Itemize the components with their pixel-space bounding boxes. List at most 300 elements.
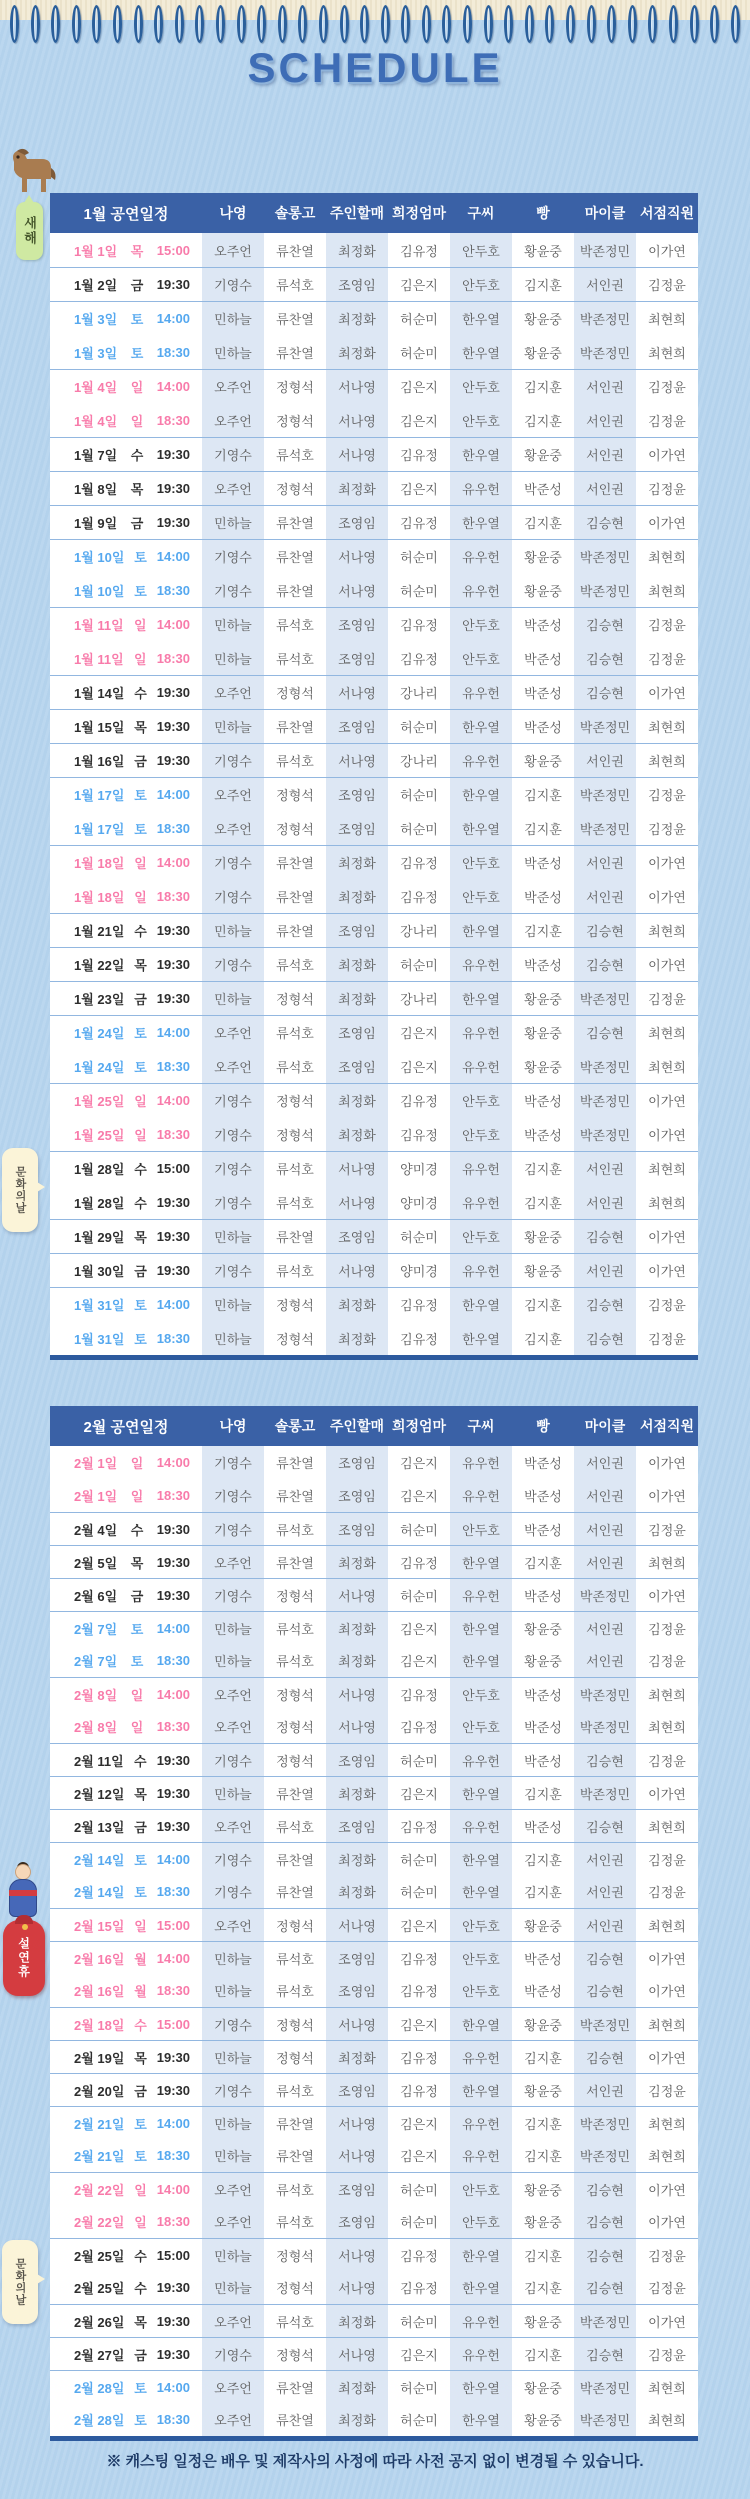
cast-cell: 이가연 <box>648 1264 686 1279</box>
binder-coil <box>484 5 493 43</box>
cast-cell: 서인권 <box>574 879 636 913</box>
cast-cell: 조영임 <box>326 1974 388 2007</box>
cast-cell: 김정윤 <box>648 2347 686 2363</box>
date-cell <box>50 1254 202 1287</box>
cast-cell: 강나리 <box>400 992 438 1007</box>
date-cell <box>50 233 202 267</box>
time-label: 19:30 <box>156 1229 190 1244</box>
schedule-row <box>50 2304 698 2337</box>
date-label: 1월 4일 <box>74 380 118 395</box>
date-cell <box>50 1513 202 1545</box>
date-cell <box>50 1185 202 1219</box>
cast-cell: 유우헌 <box>450 1016 512 1049</box>
schedule-row <box>50 2238 698 2271</box>
schedule-row <box>50 879 698 913</box>
schedule-row <box>50 1677 698 1710</box>
cast-cell: 박준성 <box>524 1984 562 1999</box>
cast-cell: 정형석 <box>276 2050 314 2066</box>
cast-cell: 김지훈 <box>524 1786 562 1802</box>
cast-cell: 정형석 <box>276 1331 314 1347</box>
cast-cell: 박준성 <box>524 618 562 633</box>
date-cell <box>50 1710 202 1743</box>
cast-cell: 최현희 <box>648 2116 686 2132</box>
cast-cell: 김정윤 <box>648 482 686 497</box>
cast-cell: 민하늘 <box>202 914 264 947</box>
cast-cell: 허순미 <box>400 583 438 599</box>
cast-cell: 최현희 <box>648 583 686 599</box>
cast-cell: 서인권 <box>574 438 636 471</box>
cast-cell: 유우헌 <box>450 744 512 777</box>
date-cell <box>50 2239 202 2271</box>
cast-cell: 민하늘 <box>202 1321 264 1355</box>
cast-cell: 김지훈 <box>524 1162 562 1177</box>
cast-cell: 서인권 <box>574 1875 636 1908</box>
date-cell <box>50 1288 202 1321</box>
cast-cell: 최현희 <box>648 2017 686 2033</box>
schedule-row <box>50 1479 698 1512</box>
cast-cell: 김정윤 <box>648 2281 686 2296</box>
cast-cell: 김은지 <box>400 1456 438 1471</box>
cast-cell: 박존정민 <box>574 1777 636 1809</box>
weekday-label: 금 <box>134 754 147 769</box>
cast-cell: 김유정 <box>400 1984 438 1999</box>
weekday-label: 일 <box>130 1456 144 1471</box>
time-label: 14:00 <box>156 2115 190 2131</box>
date-cell <box>50 540 202 573</box>
time-label: 14:00 <box>156 1686 190 1702</box>
date-cell <box>50 1875 202 1908</box>
date-label: 1월 3일 <box>74 312 118 327</box>
cast-cell: 서인권 <box>574 1446 636 1479</box>
cast-cell: 서나영 <box>326 370 388 403</box>
schedule-row <box>50 1512 698 1545</box>
date-cell <box>50 302 202 335</box>
weekday-label: 금 <box>134 1264 147 1279</box>
date-cell <box>50 778 202 811</box>
cast-cell: 허순미 <box>400 2182 438 2198</box>
cast-cell: 안두호 <box>450 1942 512 1974</box>
time-label: 15:00 <box>156 1917 190 1933</box>
cast-cell: 김승현 <box>574 676 636 709</box>
cast-cell: 류찬열 <box>276 1885 314 1900</box>
binder-coil <box>298 5 307 43</box>
cast-cell: 조영임 <box>326 778 388 811</box>
cast-cell: 류찬열 <box>276 1230 314 1245</box>
schedule-row <box>50 2139 698 2172</box>
cast-cell: 박준성 <box>524 958 562 973</box>
cast-cell: 황윤중 <box>524 1026 562 1041</box>
schedule-row <box>50 539 698 573</box>
date-cell <box>50 2107 202 2139</box>
time-label: 14:00 <box>156 1851 190 1867</box>
time-label: 19:30 <box>156 2313 190 2329</box>
cast-cell: 기영수 <box>202 1152 264 1185</box>
cast-cell: 최현희 <box>648 1059 686 1075</box>
cast-cell: 정형석 <box>276 992 314 1007</box>
cast-cell: 박존정민 <box>574 2305 636 2337</box>
cast-cell: 허순미 <box>400 1230 438 1245</box>
weekday-label: 수 <box>134 2281 147 2296</box>
cast-cell: 류찬열 <box>276 1489 314 1504</box>
cast-cell: 이가연 <box>648 448 686 463</box>
cast-cell: 기영수 <box>202 948 264 981</box>
date-label: 1월 1일 <box>74 243 118 259</box>
time-label: 18:30 <box>156 2148 190 2163</box>
cast-cell: 김정윤 <box>648 2083 686 2099</box>
cast-cell: 김승현 <box>574 948 636 981</box>
date-label: 1월 24일 <box>74 1026 125 1041</box>
cast-cell: 서나영 <box>326 438 388 471</box>
cast-cell: 정형석 <box>276 2281 314 2296</box>
cast-cell: 김정윤 <box>648 618 686 633</box>
cast-cell: 박존정민 <box>574 540 636 573</box>
cast-cell: 이가연 <box>648 1127 686 1143</box>
date-label: 1월 18일 <box>74 856 125 871</box>
weekday-label: 토 <box>130 1621 144 1637</box>
cast-cell: 허순미 <box>400 2413 438 2428</box>
cast-cell: 김지훈 <box>524 1331 562 1347</box>
schedule-row <box>50 845 698 879</box>
cast-cell: 오주언 <box>202 1810 264 1842</box>
culture-day-badge-feb: 문화의날 <box>2 2240 38 2324</box>
date-cell <box>50 2041 202 2073</box>
cast-cell: 김은지 <box>400 1026 438 1041</box>
cast-cell: 오주언 <box>202 403 264 437</box>
cast-cell: 최정화 <box>326 879 388 913</box>
schedule-row <box>50 811 698 845</box>
date-cell <box>50 1084 202 1117</box>
binder-coil <box>422 5 431 43</box>
time-label: 14:00 <box>156 379 190 394</box>
cast-cell: 양미경 <box>400 1264 438 1279</box>
cast-cell: 김승현 <box>574 1810 636 1842</box>
cast-cell: 서나영 <box>326 2338 388 2370</box>
cast-cell: 기영수 <box>202 1579 264 1611</box>
cast-cell: 서나영 <box>326 2107 388 2139</box>
date-label: 2월 4일 <box>74 1522 118 1538</box>
cast-cell: 기영수 <box>202 1479 264 1512</box>
cast-cell: 박준성 <box>524 1522 562 1538</box>
cast-cell: 류찬열 <box>276 2116 314 2132</box>
cast-cell: 박준성 <box>524 1819 562 1835</box>
cast-cell: 김승현 <box>574 1974 636 2007</box>
date-label: 2월 28일 <box>74 2413 125 2428</box>
cast-cell: 최현희 <box>648 550 686 565</box>
cast-cell: 최정화 <box>326 2041 388 2073</box>
cast-cell: 정형석 <box>276 1720 314 1735</box>
cast-cell: 류석호 <box>276 1162 314 1177</box>
cast-cell: 서나영 <box>326 2239 388 2271</box>
cast-cell: 안두호 <box>450 1084 512 1117</box>
cast-cell: 민하늘 <box>202 1288 264 1321</box>
cast-cell: 기영수 <box>202 1185 264 1219</box>
cast-cell: 최정화 <box>326 1843 388 1875</box>
time-label: 14:00 <box>156 1025 190 1040</box>
cast-cell: 조영임 <box>326 1810 388 1842</box>
date-label: 2월 21일 <box>74 2149 125 2164</box>
cast-cell: 황윤중 <box>524 1059 562 1075</box>
cast-cell: 한우열 <box>450 1612 512 1644</box>
weekday-label: 수 <box>133 1753 147 1769</box>
schedule-row <box>50 267 698 301</box>
cast-cell: 최정화 <box>326 2371 388 2403</box>
time-label: 14:00 <box>156 2379 190 2395</box>
date-label: 1월 31일 <box>74 1298 125 1313</box>
cast-cell: 최현희 <box>648 720 686 735</box>
binder-coil <box>51 5 60 43</box>
cast-cell: 유우헌 <box>450 676 512 709</box>
cast-cell: 서인권 <box>574 403 636 437</box>
lucky-pouch-icon: 설연휴 <box>3 1920 45 1996</box>
date-label: 2월 25일 <box>74 2248 125 2264</box>
date-cell <box>50 608 202 641</box>
time-label: 14:00 <box>156 1950 190 1966</box>
cast-cell: 류석호 <box>276 2314 314 2330</box>
new-year-badge <box>2 146 60 266</box>
date-label: 1월 21일 <box>74 924 125 939</box>
cast-cell: 김지훈 <box>524 1195 562 1211</box>
cast-cell: 류석호 <box>276 1195 314 1211</box>
cast-cell: 김유정 <box>400 889 438 905</box>
cast-cell: 정형석 <box>276 1687 314 1703</box>
cast-cell: 오주언 <box>202 472 264 505</box>
date-label: 2월 16일 <box>74 1984 125 1999</box>
cast-cell: 박준성 <box>524 1456 562 1471</box>
cast-cell: 류찬열 <box>276 1852 314 1868</box>
cast-cell: 최현희 <box>648 1720 686 1735</box>
date-cell <box>50 2403 202 2436</box>
cast-cell: 김유정 <box>400 1555 438 1571</box>
cast-cell: 기영수 <box>202 268 264 301</box>
cast-cell: 박존정민 <box>574 1084 636 1117</box>
cast-cell: 오주언 <box>202 1909 264 1941</box>
cast-cell: 서인권 <box>574 1479 636 1512</box>
date-cell <box>50 1579 202 1611</box>
cast-cell: 조영임 <box>326 811 388 845</box>
cast-cell: 김승현 <box>574 1220 636 1253</box>
cast-cell: 허순미 <box>400 1753 438 1769</box>
column-header: 주인할매 <box>329 1418 385 1434</box>
cast-cell: 황윤중 <box>524 992 562 1007</box>
cast-cell: 최현희 <box>648 754 686 769</box>
cast-cell: 오주언 <box>202 2205 264 2238</box>
cast-cell: 류석호 <box>276 958 314 973</box>
time-label: 18:30 <box>156 412 190 428</box>
cast-cell: 유우헌 <box>450 1479 512 1512</box>
cast-cell: 조영임 <box>326 1513 388 1545</box>
schedule-row <box>50 1908 698 1941</box>
schedule-row <box>50 777 698 811</box>
time-label: 14:00 <box>156 1620 190 1636</box>
cast-cell: 박준성 <box>524 1588 562 1604</box>
cast-cell: 조영임 <box>326 710 388 743</box>
time-label: 19:30 <box>156 2049 190 2065</box>
cast-cell: 서인권 <box>574 1254 636 1287</box>
time-label: 19:30 <box>156 481 190 496</box>
cast-cell: 한우열 <box>450 1875 512 1908</box>
lunar-holiday-badge <box>1 1862 47 2004</box>
cast-cell: 안두호 <box>450 1678 512 1710</box>
cast-cell: 이가연 <box>648 2050 686 2066</box>
weekday-label: 목 <box>134 1230 147 1245</box>
cast-cell: 김지훈 <box>524 413 562 429</box>
cast-cell: 안두호 <box>450 641 512 675</box>
cast-cell: 황윤중 <box>524 2017 562 2033</box>
cast-cell: 서나영 <box>326 1710 388 1743</box>
cast-cell: 김정윤 <box>648 413 686 429</box>
date-label: 2월 7일 <box>74 1621 118 1637</box>
column-header: 빵 <box>536 205 550 221</box>
time-label: 19:30 <box>156 991 190 1006</box>
weekday-label: 토 <box>134 2413 147 2428</box>
schedule-row <box>50 1117 698 1151</box>
time-label: 18:30 <box>156 820 190 836</box>
weekday-label: 금 <box>134 2347 147 2363</box>
cast-cell: 류석호 <box>276 1026 314 1041</box>
cast-cell: 김승현 <box>574 2173 636 2205</box>
cast-cell: 김지훈 <box>524 380 562 395</box>
weekday-label: 목 <box>134 2314 147 2330</box>
cast-cell: 서인권 <box>574 1843 636 1875</box>
cast-cell: 기영수 <box>202 1254 264 1287</box>
cast-cell: 황윤중 <box>524 2380 562 2396</box>
cast-cell: 민하늘 <box>202 710 264 743</box>
weekday-label: 수 <box>134 2017 147 2033</box>
cast-cell: 서나영 <box>326 2139 388 2172</box>
schedule-row <box>50 437 698 471</box>
cast-cell: 한우열 <box>450 778 512 811</box>
binder-coil <box>216 5 225 43</box>
cast-cell: 민하늘 <box>202 506 264 539</box>
schedule-row <box>50 1611 698 1644</box>
cast-cell: 안두호 <box>450 233 512 267</box>
column-header: 희정엄마 <box>391 1418 447 1434</box>
time-label: 19:30 <box>156 1554 190 1570</box>
cast-cell: 박준성 <box>524 889 562 905</box>
cast-cell: 류찬열 <box>276 889 314 905</box>
cast-cell: 최현희 <box>648 1819 686 1835</box>
cast-cell: 유우헌 <box>450 472 512 505</box>
cast-cell: 허순미 <box>400 2314 438 2330</box>
date-label: 1월 7일 <box>74 448 118 463</box>
cast-cell: 기영수 <box>202 1117 264 1151</box>
cast-cell: 기영수 <box>202 1446 264 1479</box>
cast-cell: 김유정 <box>400 618 438 633</box>
date-cell <box>50 1016 202 1049</box>
cast-cell: 서나영 <box>326 1152 388 1185</box>
weekday-label: 수 <box>134 2248 147 2264</box>
date-cell <box>50 2371 202 2403</box>
cast-cell: 이가연 <box>648 1984 686 1999</box>
date-label: 1월 25일 <box>74 1094 125 1109</box>
date-cell <box>50 2305 202 2337</box>
cast-cell: 류찬열 <box>276 1555 314 1571</box>
column-header: 마이클 <box>584 1418 626 1434</box>
cast-cell: 최정화 <box>326 335 388 369</box>
date-cell <box>50 2173 202 2205</box>
cast-cell: 류찬열 <box>276 516 314 531</box>
cast-cell: 김은지 <box>400 1621 438 1637</box>
cast-cell: 서나영 <box>326 403 388 437</box>
time-label: 18:30 <box>156 1884 190 1899</box>
cast-cell: 김유정 <box>400 2050 438 2066</box>
date-cell <box>50 1152 202 1185</box>
cast-cell: 김승현 <box>574 1321 636 1355</box>
cast-cell: 서인권 <box>574 744 636 777</box>
date-cell <box>50 1777 202 1809</box>
cast-cell: 한우열 <box>450 1843 512 1875</box>
cast-cell: 허순미 <box>400 1852 438 1868</box>
cast-cell: 유우헌 <box>450 540 512 573</box>
cast-cell: 한우열 <box>450 335 512 369</box>
cast-cell: 최현희 <box>648 1555 686 1571</box>
weekday-label: 수 <box>134 924 147 939</box>
cast-cell: 김유정 <box>400 1951 438 1967</box>
cast-cell: 최정화 <box>326 1321 388 1355</box>
cast-cell: 최현희 <box>648 1162 686 1177</box>
schedule-row <box>50 1578 698 1611</box>
cast-cell: 허순미 <box>400 2380 438 2396</box>
cast-cell: 민하늘 <box>202 2041 264 2073</box>
date-cell <box>50 914 202 947</box>
date-label: 1월 31일 <box>74 1331 125 1347</box>
time-label: 19:30 <box>156 1752 190 1768</box>
cast-cell: 황윤중 <box>524 2083 562 2099</box>
date-label: 2월 8일 <box>74 1720 118 1735</box>
cast-cell: 정형석 <box>276 686 314 701</box>
cast-cell: 김유정 <box>400 448 438 463</box>
date-cell <box>50 2271 202 2304</box>
cast-cell: 정형석 <box>276 2248 314 2264</box>
binder-coil <box>442 5 451 43</box>
binder-coil <box>257 5 266 43</box>
cast-cell: 최현희 <box>648 345 686 361</box>
date-label: 2월 19일 <box>74 2050 125 2066</box>
cast-cell: 기영수 <box>202 1084 264 1117</box>
weekday-label: 목 <box>134 958 147 973</box>
time-label: 19:30 <box>156 719 190 734</box>
cast-cell: 류석호 <box>276 754 314 769</box>
time-label: 14:00 <box>156 855 190 870</box>
cast-cell: 이가연 <box>648 1588 686 1604</box>
cast-cell: 서나영 <box>326 2008 388 2040</box>
date-label: 1월 2일 <box>74 278 118 293</box>
cast-cell: 최정화 <box>326 1875 388 1908</box>
time-label: 18:30 <box>156 1330 190 1346</box>
weekday-label: 토 <box>134 1885 147 1900</box>
cast-cell: 민하늘 <box>202 2271 264 2304</box>
time-label: 19:30 <box>156 447 190 462</box>
cast-cell: 박존정민 <box>574 811 636 845</box>
schedule-row <box>50 1287 698 1321</box>
cast-cell: 김은지 <box>400 2149 438 2164</box>
cast-cell: 정형석 <box>276 1753 314 1769</box>
cast-cell: 조영임 <box>326 2074 388 2106</box>
cast-cell: 기영수 <box>202 1513 264 1545</box>
time-label: 19:30 <box>156 1818 190 1834</box>
date-cell <box>50 506 202 539</box>
cast-cell: 김유정 <box>400 1331 438 1347</box>
cast-cell: 최정화 <box>326 1644 388 1677</box>
weekday-label: 금 <box>130 278 144 293</box>
date-label: 1월 30일 <box>74 1264 125 1279</box>
weekday-label: 일 <box>130 380 144 395</box>
cast-cell: 유우헌 <box>450 1579 512 1611</box>
cast-cell: 한우열 <box>450 302 512 335</box>
cast-cell: 민하늘 <box>202 982 264 1015</box>
horse-icon <box>2 146 60 196</box>
cast-cell: 김은지 <box>400 413 438 429</box>
